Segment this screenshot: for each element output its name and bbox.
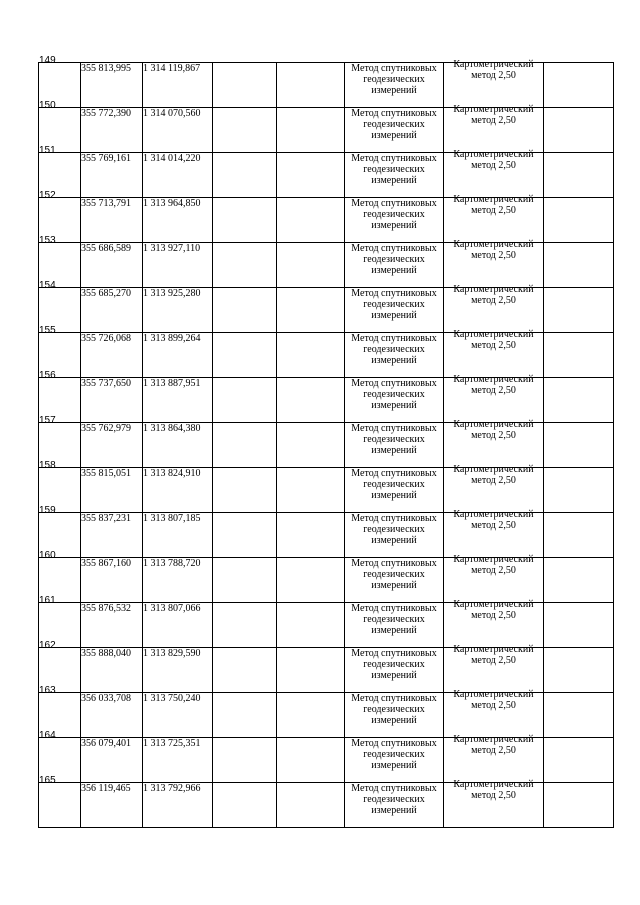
empty-cell <box>544 783 614 828</box>
coordinate-x-cell <box>81 513 143 558</box>
method-text: Метод спутниковых геодезических измерений <box>351 423 437 456</box>
point-number: 153 <box>39 235 56 246</box>
method-text: Метод спутниковых геодезических измерений <box>351 783 437 816</box>
coordinate-x: 355 815,051 <box>81 468 131 479</box>
empty-cell <box>213 63 277 108</box>
coordinate-x-cell <box>81 108 143 153</box>
empty-cell <box>544 648 614 693</box>
accuracy-cell <box>444 554 544 603</box>
accuracy-cell <box>444 689 544 738</box>
method-cell <box>345 333 444 378</box>
accuracy-text: Картометрический метод 2,50 <box>453 599 534 621</box>
accuracy-text: Картометрический метод 2,50 <box>453 644 534 666</box>
empty-cell <box>544 603 614 648</box>
empty-cell <box>213 243 277 288</box>
table-row <box>39 333 614 378</box>
coordinate-y-cell <box>143 603 213 648</box>
accuracy-text: Картометрический метод 2,50 <box>453 59 534 81</box>
method-cell <box>345 243 444 288</box>
coordinate-x: 355 737,650 <box>81 378 131 389</box>
accuracy-text: Картометрический метод 2,50 <box>453 509 534 531</box>
coordinate-x-cell <box>81 243 143 288</box>
accuracy-cell <box>444 59 544 108</box>
empty-cell <box>213 693 277 738</box>
coordinate-x: 355 713,791 <box>81 198 131 209</box>
coordinate-x-cell <box>81 333 143 378</box>
accuracy-text: Картометрический метод 2,50 <box>453 149 534 171</box>
coordinates-table <box>38 55 614 828</box>
empty-cell <box>277 108 345 153</box>
coordinate-x: 355 867,160 <box>81 558 131 569</box>
empty-cell <box>544 198 614 243</box>
accuracy-text: Картометрический метод 2,50 <box>453 104 534 126</box>
method-text: Метод спутниковых геодезических измерений <box>351 63 437 96</box>
empty-cell <box>213 153 277 198</box>
empty-cell <box>277 783 345 828</box>
empty-cell <box>544 108 614 153</box>
empty-cell <box>277 378 345 423</box>
coordinate-x-cell <box>81 558 143 603</box>
empty-cell <box>277 513 345 558</box>
empty-cell <box>213 468 277 513</box>
table-row <box>39 693 614 738</box>
table-row <box>39 738 614 783</box>
coordinate-y-cell <box>143 558 213 603</box>
method-cell <box>345 468 444 513</box>
point-number: 158 <box>39 460 56 471</box>
table-row <box>39 63 614 108</box>
coordinate-x-cell <box>81 648 143 693</box>
coordinate-y: 1 313 792,966 <box>143 783 201 794</box>
coordinate-x-cell <box>81 423 143 468</box>
point-number: 151 <box>39 145 56 156</box>
method-text: Метод спутниковых геодезических измерений <box>351 513 437 546</box>
table-row <box>39 288 614 333</box>
coordinate-x-cell <box>81 378 143 423</box>
coordinate-x-cell <box>81 288 143 333</box>
accuracy-cell <box>444 779 544 828</box>
point-number: 162 <box>39 640 56 651</box>
coordinate-x-cell <box>81 783 143 828</box>
accuracy-cell <box>444 329 544 378</box>
coordinate-x: 355 813,995 <box>81 63 131 74</box>
table-row <box>39 378 614 423</box>
method-cell <box>345 288 444 333</box>
empty-cell <box>277 198 345 243</box>
accuracy-cell <box>444 464 544 513</box>
coordinate-y: 1 314 070,560 <box>143 108 201 119</box>
coordinate-y: 1 314 119,867 <box>143 63 201 74</box>
coordinate-x-cell <box>81 468 143 513</box>
method-cell <box>345 648 444 693</box>
coordinate-x: 355 726,068 <box>81 333 131 344</box>
empty-cell <box>213 783 277 828</box>
coordinate-x: 356 079,401 <box>81 738 131 749</box>
method-text: Метод спутниковых геодезических измерений <box>351 108 437 141</box>
empty-cell <box>277 63 345 108</box>
coordinate-x-cell <box>81 738 143 783</box>
coordinate-y-cell <box>143 63 213 108</box>
accuracy-text: Картометрический метод 2,50 <box>453 419 534 441</box>
empty-cell <box>213 288 277 333</box>
method-cell <box>345 738 444 783</box>
coordinate-y: 1 313 864,380 <box>143 423 201 434</box>
point-number: 152 <box>39 190 56 201</box>
accuracy-text: Картометрический метод 2,50 <box>453 689 534 711</box>
point-number: 161 <box>39 595 56 606</box>
accuracy-cell <box>444 374 544 423</box>
coordinate-y-cell <box>143 783 213 828</box>
coordinate-y-cell <box>143 468 213 513</box>
empty-cell <box>544 693 614 738</box>
accuracy-text: Картометрический метод 2,50 <box>453 554 534 576</box>
coordinate-y-cell <box>143 648 213 693</box>
empty-cell <box>213 648 277 693</box>
table-row <box>39 558 614 603</box>
table-row <box>39 198 614 243</box>
point-number-cell <box>39 775 81 828</box>
point-number: 156 <box>39 370 56 381</box>
coordinate-x: 355 685,270 <box>81 288 131 299</box>
coordinate-y-cell <box>143 198 213 243</box>
empty-cell <box>277 153 345 198</box>
empty-cell <box>544 468 614 513</box>
empty-cell <box>277 243 345 288</box>
coordinate-y-cell <box>143 378 213 423</box>
coordinate-x: 356 119,465 <box>81 783 131 794</box>
method-text: Метод спутниковых геодезических измерений <box>351 153 437 186</box>
accuracy-text: Картометрический метод 2,50 <box>453 329 534 351</box>
empty-cell <box>277 468 345 513</box>
accuracy-text: Картометрический метод 2,50 <box>453 464 534 486</box>
empty-cell <box>544 333 614 378</box>
empty-cell <box>277 603 345 648</box>
accuracy-cell <box>444 284 544 333</box>
accuracy-text: Картометрический метод 2,50 <box>453 779 534 801</box>
coordinate-y: 1 313 824,910 <box>143 468 201 479</box>
coordinate-y-cell <box>143 513 213 558</box>
coordinate-x: 355 837,231 <box>81 513 131 524</box>
table-row <box>39 648 614 693</box>
accuracy-cell <box>444 599 544 648</box>
coordinate-y: 1 313 750,240 <box>143 693 201 704</box>
table-row <box>39 153 614 198</box>
empty-cell <box>544 378 614 423</box>
point-number: 149 <box>39 55 56 66</box>
coordinate-x-cell <box>81 63 143 108</box>
empty-cell <box>277 648 345 693</box>
coordinate-y-cell <box>143 423 213 468</box>
empty-cell <box>213 558 277 603</box>
empty-cell <box>544 423 614 468</box>
point-number: 165 <box>39 775 56 786</box>
empty-cell <box>277 288 345 333</box>
empty-cell <box>213 333 277 378</box>
table-row <box>39 513 614 558</box>
accuracy-cell <box>444 419 544 468</box>
coordinate-x: 355 772,390 <box>81 108 131 119</box>
method-text: Метод спутниковых геодезических измерений <box>351 243 437 276</box>
coordinate-x-cell <box>81 153 143 198</box>
coordinate-x-cell <box>81 198 143 243</box>
empty-cell <box>213 378 277 423</box>
empty-cell <box>277 558 345 603</box>
point-number: 160 <box>39 550 56 561</box>
coordinate-y: 1 313 927,110 <box>143 243 201 254</box>
accuracy-text: Картометрический метод 2,50 <box>453 239 534 261</box>
method-cell <box>345 513 444 558</box>
coordinate-y-cell <box>143 333 213 378</box>
coordinate-x: 355 686,589 <box>81 243 131 254</box>
method-cell <box>345 108 444 153</box>
coordinate-y-cell <box>143 153 213 198</box>
method-text: Метод спутниковых геодезических измерений <box>351 738 437 771</box>
coordinate-y-cell <box>143 108 213 153</box>
empty-cell <box>213 423 277 468</box>
table-row <box>39 423 614 468</box>
coordinate-y: 1 313 899,264 <box>143 333 201 344</box>
table-row <box>39 108 614 153</box>
method-cell <box>345 693 444 738</box>
method-text: Метод спутниковых геодезических измерений <box>351 693 437 726</box>
empty-cell <box>213 738 277 783</box>
method-text: Метод спутниковых геодезических измерений <box>351 558 437 591</box>
empty-cell <box>544 738 614 783</box>
coordinate-y: 1 313 725,351 <box>143 738 201 749</box>
accuracy-cell <box>444 734 544 783</box>
table-row <box>39 468 614 513</box>
accuracy-cell <box>444 104 544 153</box>
table-row <box>39 243 614 288</box>
table-row <box>39 603 614 648</box>
empty-cell <box>544 243 614 288</box>
empty-cell <box>213 603 277 648</box>
point-number: 164 <box>39 730 56 741</box>
accuracy-cell <box>444 194 544 243</box>
method-text: Метод спутниковых геодезических измерений <box>351 468 437 501</box>
empty-cell <box>277 693 345 738</box>
method-text: Метод спутниковых геодезических измерений <box>351 648 437 681</box>
accuracy-cell <box>444 644 544 693</box>
empty-cell <box>544 63 614 108</box>
table-body <box>39 55 614 828</box>
coordinate-x: 355 769,161 <box>81 153 131 164</box>
accuracy-text: Картометрический метод 2,50 <box>453 194 534 216</box>
accuracy-cell <box>444 149 544 198</box>
method-cell <box>345 423 444 468</box>
point-number: 154 <box>39 280 56 291</box>
coordinate-x: 355 888,040 <box>81 648 131 659</box>
point-number: 163 <box>39 685 56 696</box>
method-cell <box>345 603 444 648</box>
point-number: 150 <box>39 100 56 111</box>
coordinate-y: 1 313 788,720 <box>143 558 201 569</box>
coordinate-x: 355 876,532 <box>81 603 131 614</box>
empty-cell <box>544 153 614 198</box>
coordinate-x: 356 033,708 <box>81 693 131 704</box>
coordinate-y: 1 313 925,280 <box>143 288 201 299</box>
method-text: Метод спутниковых геодезических измерений <box>351 603 437 636</box>
method-text: Метод спутниковых геодезических измерений <box>351 333 437 366</box>
empty-cell <box>544 288 614 333</box>
coordinate-y: 1 313 807,066 <box>143 603 201 614</box>
method-cell <box>345 63 444 108</box>
method-text: Метод спутниковых геодезических измерений <box>351 378 437 411</box>
method-text: Метод спутниковых геодезических измерений <box>351 288 437 321</box>
accuracy-text: Картометрический метод 2,50 <box>453 284 534 306</box>
empty-cell <box>277 738 345 783</box>
empty-cell <box>544 558 614 603</box>
coordinate-y-cell <box>143 738 213 783</box>
method-cell <box>345 198 444 243</box>
empty-cell <box>213 108 277 153</box>
point-number: 157 <box>39 415 56 426</box>
coordinate-y: 1 313 807,185 <box>143 513 201 524</box>
accuracy-cell <box>444 509 544 558</box>
empty-cell <box>213 513 277 558</box>
empty-cell <box>277 333 345 378</box>
coordinate-y: 1 314 014,220 <box>143 153 201 164</box>
method-cell <box>345 783 444 828</box>
coordinate-y: 1 313 964,850 <box>143 198 201 209</box>
coordinate-y-cell <box>143 243 213 288</box>
coordinate-x-cell <box>81 603 143 648</box>
accuracy-cell <box>444 239 544 288</box>
empty-cell <box>544 513 614 558</box>
method-text: Метод спутниковых геодезических измерений <box>351 198 437 231</box>
point-number: 155 <box>39 325 56 336</box>
coordinate-y-cell <box>143 288 213 333</box>
coordinate-x-cell <box>81 693 143 738</box>
method-cell <box>345 153 444 198</box>
method-cell <box>345 558 444 603</box>
coordinate-x: 355 762,979 <box>81 423 131 434</box>
empty-cell <box>213 198 277 243</box>
table-row <box>39 783 614 828</box>
empty-cell <box>277 423 345 468</box>
coordinate-y: 1 313 887,951 <box>143 378 201 389</box>
coordinate-y: 1 313 829,590 <box>143 648 201 659</box>
accuracy-text: Картометрический метод 2,50 <box>453 374 534 396</box>
method-cell <box>345 378 444 423</box>
accuracy-text: Картометрический метод 2,50 <box>453 734 534 756</box>
point-number: 159 <box>39 505 56 516</box>
coordinate-y-cell <box>143 693 213 738</box>
